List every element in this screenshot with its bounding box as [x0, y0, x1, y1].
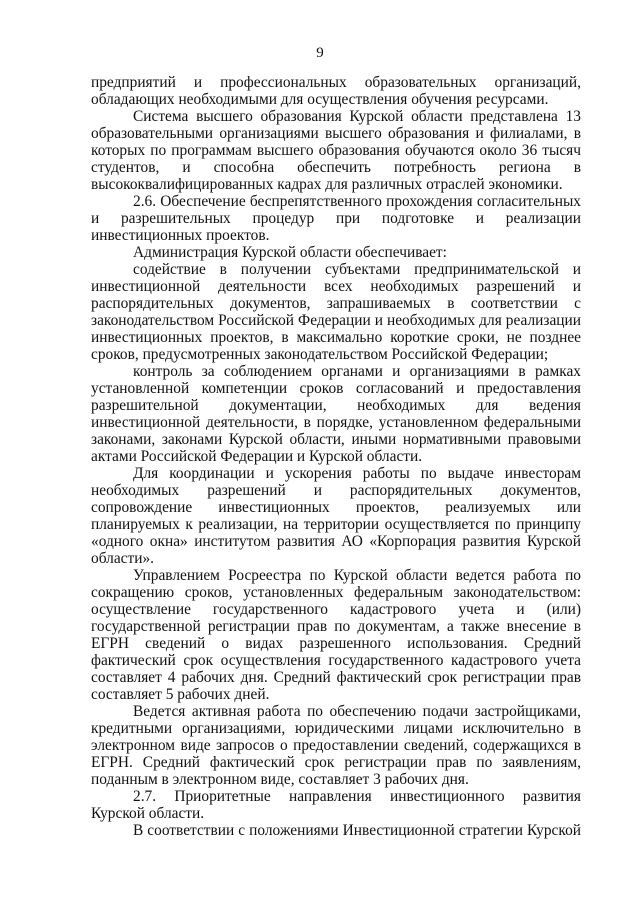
document-body: [91, 74, 581, 839]
paragraph: 2.6. Обеспечение беспрепятственного прохождения согласительных и разрешительных процедур при подготовке и реализации инвестиционных проектов.: [91, 193, 581, 244]
page-number: 9: [316, 45, 324, 61]
paragraph: содействие в получении субъектами предпринимательской и инвестиционной деятельности всех необходимых разрешений и распорядительных документов, запрашиваемых в соответствии с законодательством Российской Федерации и необходимых для реализации инвестиционных проектов, в максимально короткие сроки, не позднее сроков, предусмотренных законодательством Российской Федерации;: [91, 261, 581, 363]
paragraph: Администрация Курской области обеспечивает:: [133, 244, 447, 261]
paragraph: контроль за соблюдением органами и организациями в рамках установленной компетенции сроков согласований и предоставления разрешительной документации, необходимых для ведения инвестиционной деятельности, в порядке, установленном федеральными законами, законами Курской области, иными нормативными правовыми актами Российской Федерации и Курской области.: [91, 363, 581, 465]
paragraph: В соответствии с положениями Инвестиционной стратегии Курской: [133, 822, 581, 839]
paragraph: Система высшего образования Курской области представлена 13 образовательными организациями высшего образования и филиалами, в которых по программам высшего образования обучаются около 36 тысяч студентов, и способна обеспечить потребность региона в высококвалифицированных кадрах для различных отраслей экономики.: [91, 108, 581, 193]
paragraph: Управлением Росреестра по Курской области ведется работа по сокращению сроков, установленных федеральным законодательством: осуществление государственного кадастрового учета и (или) государственной регистрации прав по документам, а также внесение в ЕГРН сведений о видах разрешенного использования. Средний фактический срок осуществления государственного кадастрового учета составляет 4 рабочих дня. Средний фактический срок регистрации прав составляет 5 рабочих дней.: [91, 567, 581, 703]
paragraph: Ведется активная работа по обеспечению подачи застройщиками, кредитными организациями, юридическими лицами исключительно в электронном виде запросов о предоставлении сведений, содержащихся в ЕГРН. Средний фактический срок регистрации прав по заявлениям, поданным в электронном виде, составляет 3 рабочих дня.: [91, 703, 581, 788]
paragraph: 2.7. Приоритетные направления инвестиционного развития Курской области.: [91, 788, 581, 822]
paragraph: Для координации и ускорения работы по выдаче инвесторам необходимых разрешений и распорядительных документов, сопровождение инвестиционных проектов, реализуемых или планируемых к реализации, на территории осуществляется по принципу «одного окна» институтом развития АО «Корпорация развития Курской области».: [91, 465, 581, 567]
paragraph: предприятий и профессиональных образовательных организаций, обладающих необходимыми для осуществления обучения ресурсами.: [91, 74, 581, 108]
